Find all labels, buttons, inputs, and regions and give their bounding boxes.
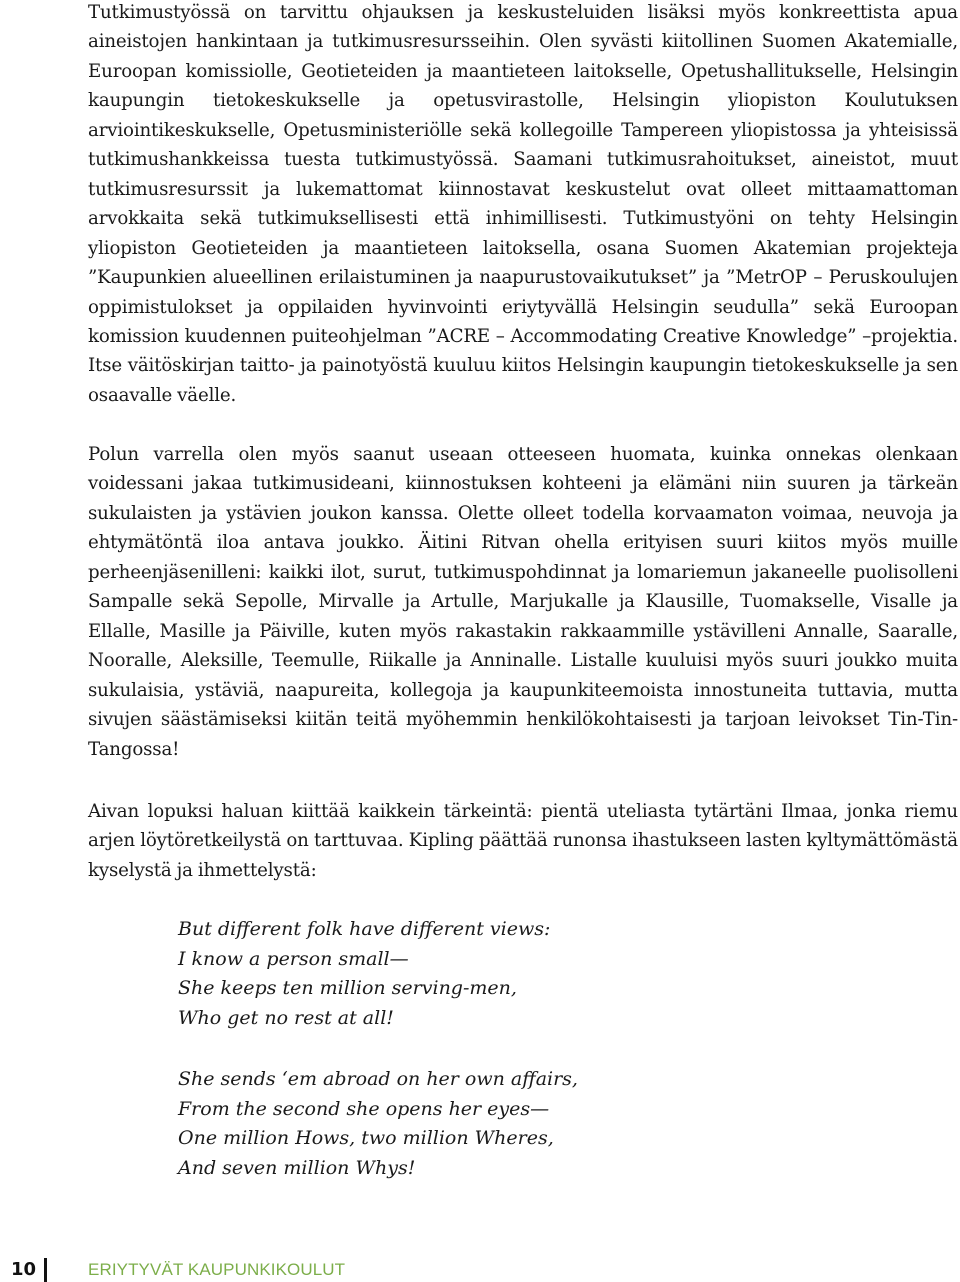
poem-line: And seven million Whys! — [178, 1156, 416, 1179]
poem-line: One million Hows, two million Wheres, — [178, 1127, 554, 1150]
paragraph-acknowledgements-family: Polun varrella olen myös saanut useaan otteeseen huomata, kuinka onnekas olenkaan voidessani jakaa tutkimusideani, kiinnostuksen kohteeni ja elämäni niin suuren ja tärkeän sukulaisten ja ystävien joukon kanssa. Olette olleet todella korvaamaton voimaa, neuvoja ja ehtymätöntä iloa antava joukko. Äitini Ritvan ohella erityisen suuri kiitos myös muille perheenjäsenilleni: kaikki ilot, surut, tutkimuspohdinnat ja lomariemun jakaneelle puolisolleni Sampalle sekä Sepolle, Mirvalle ja Artulle, Marjukalle ja Klausille, Tuomakselle, Visalle ja Ellalle, Masille ja Päiville, kuten myös rakastakin rakkaammille ystävilleni Annalle, Saaralle, Nooralle, Aleksille, Teemulle, Riikalle ja Anninalle. Listalle kuuluisi myös suuri joukko muita sukulaisia, ystäviä, naapureita, kollegoja ja kaupunkiteemoista innostuneita tuttavia, mutta sivujen säästämiseksi kiitän teitä myöhemmin henkilökohtaisesti ja tarjoan leivokset Tin-Tin-Tangossa! — [88, 444, 958, 760]
poem-line: From the second she opens her eyes— — [178, 1097, 550, 1120]
poem-line: But different folk have different views: — [178, 918, 551, 940]
page-footer — [0, 1258, 960, 1282]
running-title: ERIYTYVÄT KAUPUNKIKOULUT — [88, 1260, 346, 1279]
poem-stanza-2 — [178, 1065, 778, 1183]
poem-line: She keeps ten million serving-men, — [178, 977, 517, 1000]
page-number: 10 — [10, 1259, 36, 1280]
paragraph-acknowledgements-daughter: Aivan lopuksi haluan kiittää kaikkein tärkeintä: pientä uteliasta tytärtäni Ilmaa, jonka riemu arjen löytöretkeilystä on tarttuvaa. Kipling päättää runonsa ihastukseen lasten kyltymättömästä kyselystä ja ihmettelystä: — [88, 801, 958, 881]
paragraph-acknowledgements-funding: Tutkimustyössä on tarvittu ohjauksen ja keskusteluiden lisäksi myös konkreettista apua aineistojen hankintaan ja tutkimusresursseihin. Olen syvästi kiitollinen Suomen Akatemialle, Euroopan komissiolle, Geotieteiden ja maantieteen laitokselle, Opetushallitukselle, Helsingin kaupungin tietokeskukselle ja opetusvirastolle, Helsingin yliopiston Koulutuksen arviointikeskukselle, Opetusministeriölle sekä kollegoille Tampereen yliopistossa ja yhteisissä tutkimushankkeissa tuesta tutkimustyössä. Saamani tutkimusrahoitukset, aineistot, muut tutkimusresurssit ja lukemattomat kiinnostavat keskustelut ovat olleet mittaamattoman arvokkaita sekä tutkimuksellisesti että inhimillisesti. Tutkimustyöni on tehty Helsingin yliopiston Geotieteiden ja maantieteen laitoksella, osana Suomen Akatemian projekteja ”Kaupunkien alueellinen erilaistuminen ja naapurustovaikutukset” ja ”MetrOP – Peruskoulujen oppimistulokset ja oppilaiden hyvinvointi eriytyvällä Helsingin seudulla” sekä Euroopan komission kuudennen puiteohjelman ”ACRE – Accommodating Creative Knowledge” –projektia. Itse väitöskirjan taitto- ja painotyöstä kuuluu kiitos Helsingin kaupungin tietokeskukselle ja sen osaavalle väelle. — [88, 2, 958, 406]
poem-line: She sends ‘em abroad on her own affairs, — [178, 1068, 578, 1090]
poem-line: Who get no rest at all! — [178, 1006, 394, 1029]
poem-line: I know a person small— — [178, 947, 409, 970]
footer-divider — [44, 1258, 47, 1282]
poem-stanza-1 — [178, 915, 778, 1033]
